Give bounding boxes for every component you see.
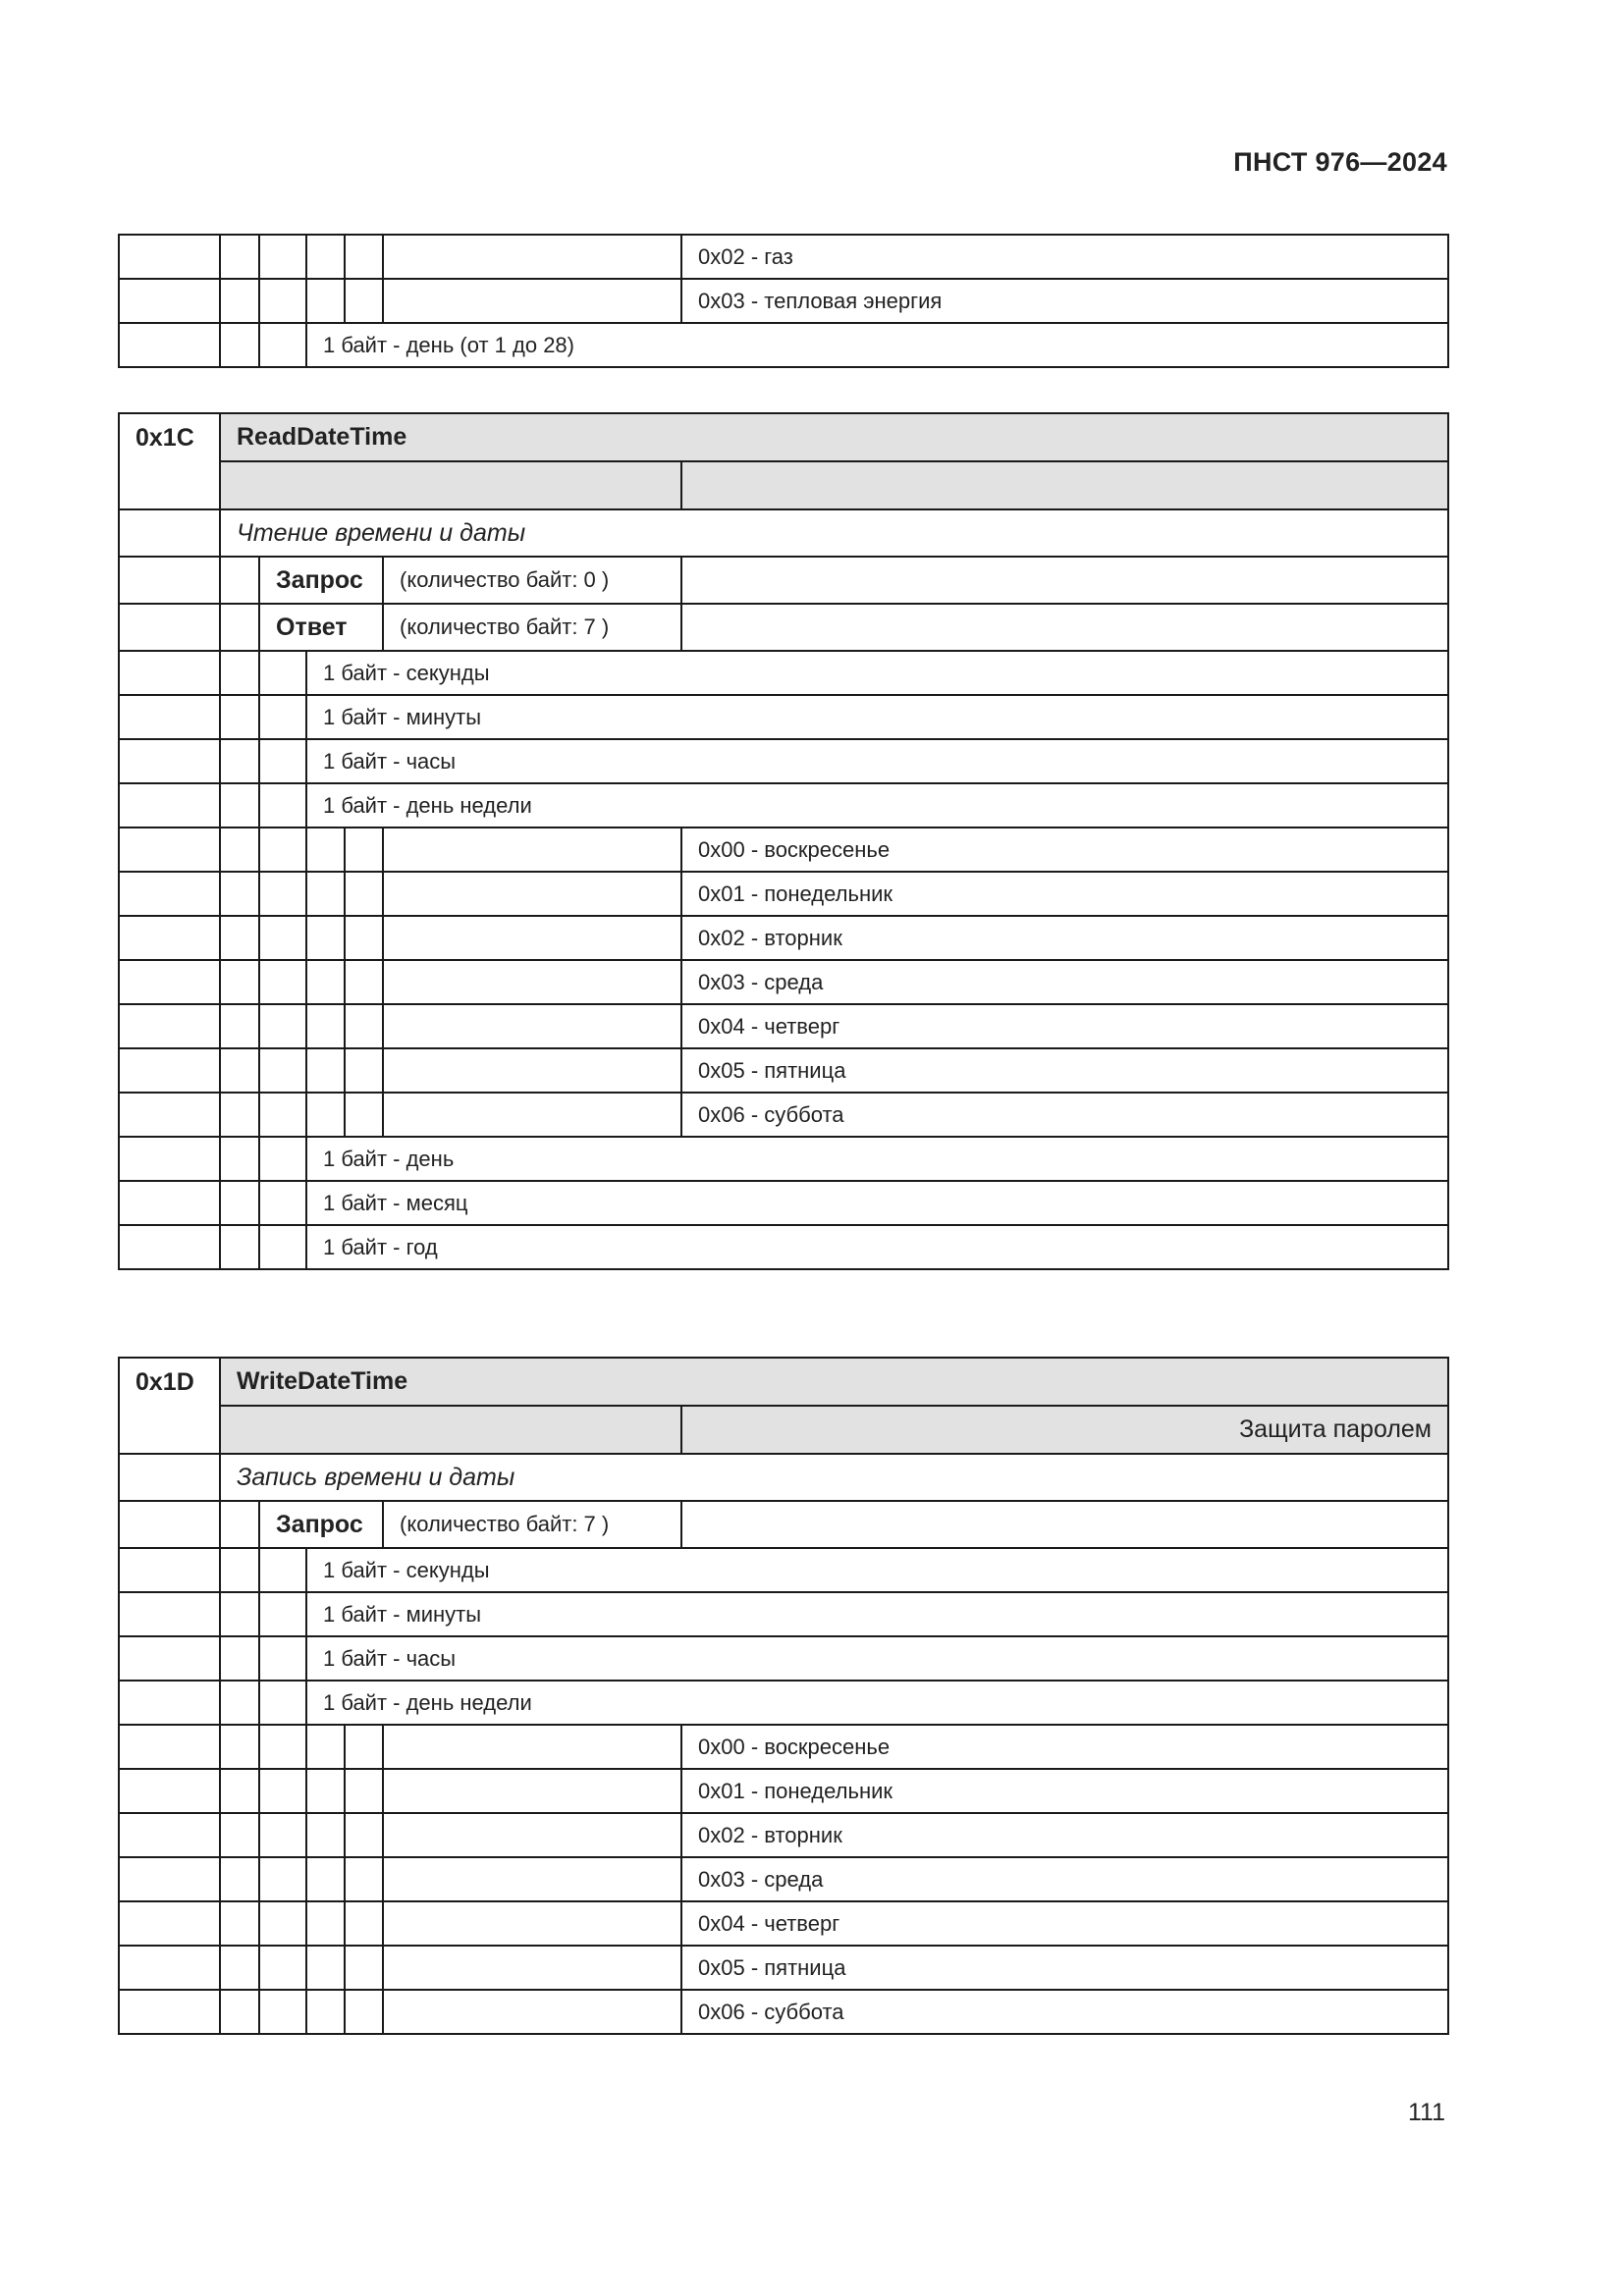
weekday-value: 0x01 - понедельник [681,872,1448,916]
byte-cell: 1 байт - день недели [306,783,1448,828]
command-name: WriteDateTime [220,1358,1448,1406]
weekday-value: 0x03 - среда [681,1857,1448,1901]
byte-cell: 1 байт - минуты [306,695,1448,739]
table-row [119,323,1448,367]
byte-cell: 1 байт - день [306,1137,1448,1181]
byte-cell: 1 байт - секунды [306,651,1448,695]
read-datetime-table [118,412,1449,1270]
byte-cell: 1 байт - секунды [306,1548,1448,1592]
table-row [119,235,1448,279]
request-byte-count: (количество байт: 7 ) [383,1501,681,1548]
value-cell: 0x02 - газ [681,235,1448,279]
page-number: 111 [1407,2099,1445,2126]
response-label: Ответ [259,604,383,651]
byte-cell: 1 байт - день (от 1 до 28) [306,323,1448,367]
byte-cell: 1 байт - месяц [306,1181,1448,1225]
weekday-value: 0x03 - среда [681,960,1448,1004]
weekday-value: 0x02 - вторник [681,1813,1448,1857]
weekday-value: 0x06 - суббота [681,1990,1448,2034]
command-description: Чтение времени и даты [220,509,1448,557]
response-byte-count: (количество байт: 7 ) [383,604,681,651]
command-description: Запись времени и даты [220,1454,1448,1501]
table-row [119,279,1448,323]
weekday-value: 0x01 - понедельник [681,1769,1448,1813]
weekday-value: 0x05 - пятница [681,1048,1448,1093]
command-name: ReadDateTime [220,413,1448,461]
weekday-value: 0x06 - суббота [681,1093,1448,1137]
weekday-value: 0x00 - воскресенье [681,1725,1448,1769]
byte-cell: 1 байт - часы [306,1636,1448,1681]
weekday-value: 0x05 - пятница [681,1946,1448,1990]
request-label: Запрос [259,557,383,604]
command-code: 0x1D [119,1358,220,1454]
byte-cell: 1 байт - год [306,1225,1448,1269]
request-byte-count: (количество байт: 0 ) [383,557,681,604]
document-code: ПНСТ 976—2024 [1233,147,1447,177]
byte-cell: 1 байт - часы [306,739,1448,783]
password-protection-note: Защита паролем [681,1406,1448,1454]
command-code: 0x1C [119,413,220,509]
weekday-value: 0x04 - четверг [681,1004,1448,1048]
weekday-value: 0x02 - вторник [681,916,1448,960]
weekday-value: 0x00 - воскресенье [681,828,1448,872]
byte-cell: 1 байт - минуты [306,1592,1448,1636]
request-label: Запрос [259,1501,383,1548]
write-datetime-table [118,1357,1449,2035]
continuation-table [118,234,1449,368]
weekday-value: 0x04 - четверг [681,1901,1448,1946]
value-cell: 0x03 - тепловая энергия [681,279,1448,323]
byte-cell: 1 байт - день недели [306,1681,1448,1725]
